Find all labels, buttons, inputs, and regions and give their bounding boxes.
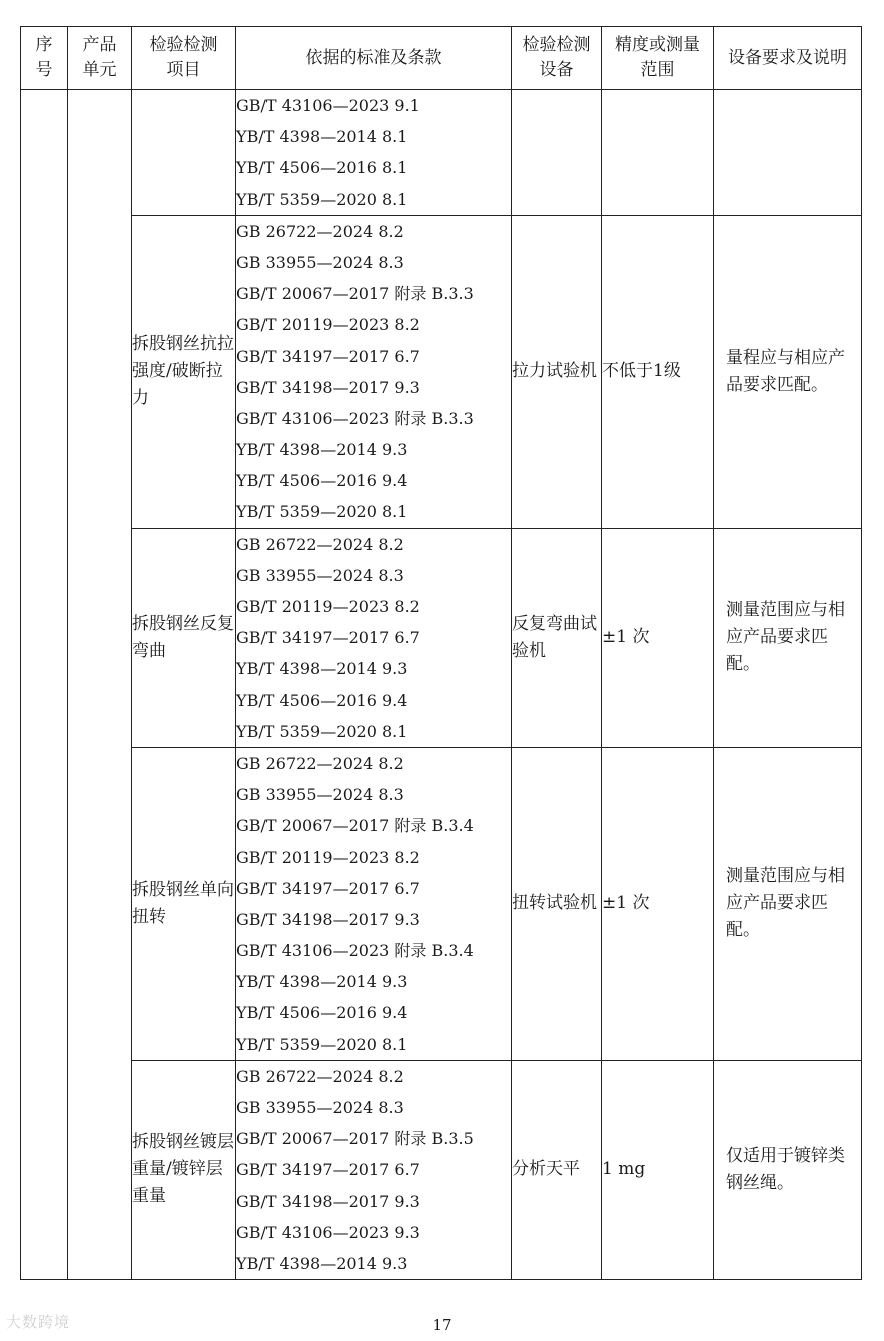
table-row <box>21 528 862 747</box>
requirement-cell: 测量范围应与相应产品要求匹配。 <box>714 747 862 1060</box>
item-cell <box>132 90 236 216</box>
standards-cell <box>236 1060 512 1279</box>
header-equipment: 检验检测设备 <box>512 27 602 90</box>
standard-line: GB 33955—2024 8.3 <box>236 785 404 805</box>
standard-line: YB/T 4398—2014 9.3 <box>236 1253 408 1273</box>
precision-cell <box>602 90 714 216</box>
equipment-cell: 反复弯曲试验机 <box>512 528 602 747</box>
header-seq: 序号 <box>21 27 68 90</box>
standards-table <box>20 26 862 1280</box>
standard-line: GB/T 43106—2023 9.1 <box>236 96 420 115</box>
standard-line: GB/T 20119—2023 8.2 <box>236 847 420 867</box>
header-row <box>21 27 862 90</box>
standard-line: GB/T 43106—2023 9.3 <box>236 1222 420 1242</box>
standards-cell <box>236 747 512 1060</box>
page-number: 17 <box>432 1316 452 1334</box>
standard-line: GB/T 20119—2023 8.2 <box>236 315 420 335</box>
standard-line: GB/T 34198—2017 9.3 <box>236 1191 420 1211</box>
standard-line: YB/T 5359—2020 8.1 <box>236 189 408 209</box>
standard-line: YB/T 4398—2014 9.3 <box>236 440 408 460</box>
standard-line: YB/T 5359—2020 8.1 <box>236 502 408 522</box>
unit-cell <box>68 90 132 1280</box>
equipment-cell <box>512 90 602 216</box>
item-cell: 拆股钢丝抗拉强度/破断拉力 <box>132 215 236 528</box>
equipment-cell: 扭转试验机 <box>512 747 602 1060</box>
standard-line: GB/T 34197—2017 6.7 <box>236 346 420 366</box>
standard-line: GB/T 20119—2023 8.2 <box>236 597 420 616</box>
precision-cell: ±1 次 <box>602 747 714 1060</box>
standard-line: GB 33955—2024 8.3 <box>236 252 404 272</box>
equipment-cell: 拉力试验机 <box>512 215 602 528</box>
header-item: 检验检测项目 <box>132 27 236 90</box>
standard-line: GB/T 34198—2017 9.3 <box>236 377 420 397</box>
standard-line: GB 33955—2024 8.3 <box>236 565 404 585</box>
table-row <box>21 1060 862 1279</box>
standards-cell <box>236 528 512 747</box>
precision-cell: 不低于1级 <box>602 215 714 528</box>
requirement-cell <box>714 90 862 216</box>
header-unit: 产品单元 <box>68 27 132 90</box>
standard-line: GB 26722—2024 8.2 <box>236 753 404 773</box>
standard-line: YB/T 4398—2014 9.3 <box>236 972 408 992</box>
standards-cell <box>236 215 512 528</box>
item-cell: 拆股钢丝反复弯曲 <box>132 528 236 747</box>
header-precision: 精度或测量范围 <box>602 27 714 90</box>
standard-line: GB/T 20067—2017 附录 B.3.4 <box>236 816 474 836</box>
precision-cell: ±1 次 <box>602 528 714 747</box>
requirement-cell: 量程应与相应产品要求匹配。 <box>714 215 862 528</box>
standard-line: GB 26722—2024 8.2 <box>236 221 404 241</box>
standard-line: GB/T 20067—2017 附录 B.3.5 <box>236 1129 474 1149</box>
header-requirement: 设备要求及说明 <box>714 27 862 90</box>
standard-line: YB/T 4398—2014 9.3 <box>236 659 408 679</box>
standard-line: GB 33955—2024 8.3 <box>236 1098 404 1117</box>
item-cell: 拆股钢丝单向扭转 <box>132 747 236 1060</box>
standard-line: GB/T 43106—2023 附录 B.3.3 <box>236 408 474 428</box>
standard-line: GB/T 43106—2023 附录 B.3.4 <box>236 941 474 961</box>
standard-line: YB/T 4506—2016 9.4 <box>236 690 408 710</box>
standard-line: GB/T 34198—2017 9.3 <box>236 909 420 929</box>
standards-cell <box>236 90 512 216</box>
standard-line: GB/T 20067—2017 附录 B.3.3 <box>236 284 474 304</box>
precision-cell: 1 mg <box>602 1060 714 1279</box>
standard-line: GB 26722—2024 8.2 <box>236 534 404 554</box>
standard-line: YB/T 5359—2020 8.1 <box>236 1034 408 1054</box>
requirement-cell: 仅适用于镀锌类钢丝绳。 <box>714 1060 862 1279</box>
standard-line: YB/T 4506—2016 8.1 <box>236 158 408 178</box>
standard-line: GB/T 34197—2017 6.7 <box>236 878 420 898</box>
standard-line: YB/T 4398—2014 8.1 <box>236 127 408 147</box>
standard-line: GB/T 34197—2017 6.7 <box>236 628 420 648</box>
standard-line: YB/T 5359—2020 8.1 <box>236 721 408 741</box>
standard-line: GB 26722—2024 8.2 <box>236 1066 404 1086</box>
header-standard: 依据的标准及条款 <box>236 27 512 90</box>
standard-line: YB/T 4506—2016 9.4 <box>236 1003 408 1023</box>
item-cell: 拆股钢丝镀层重量/镀锌层重量 <box>132 1060 236 1279</box>
table-row <box>21 215 862 528</box>
standard-line: YB/T 4506—2016 9.4 <box>236 471 408 491</box>
standard-line: GB/T 34197—2017 6.7 <box>236 1160 420 1180</box>
requirement-cell: 测量范围应与相应产品要求匹配。 <box>714 528 862 747</box>
table-row <box>21 747 862 1060</box>
continuation-row <box>21 90 862 216</box>
equipment-cell: 分析天平 <box>512 1060 602 1279</box>
seq-cell <box>21 90 68 1280</box>
watermark: 大数跨境 <box>6 1313 71 1331</box>
